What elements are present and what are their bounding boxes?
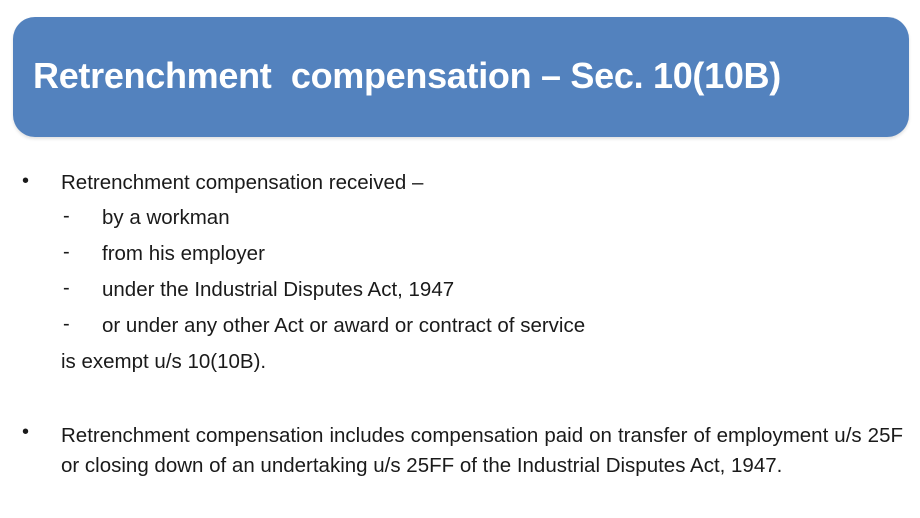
list-item: from his employer: [102, 242, 265, 265]
dash-marker: -: [63, 313, 70, 335]
dash-marker: -: [63, 241, 70, 263]
list-item: under the Industrial Disputes Act, 1947: [102, 278, 455, 301]
section1-heading: Retrenchment compensation received –: [61, 171, 424, 194]
dash-marker: -: [63, 205, 70, 227]
section2-paragraph: Retrenchment compensation includes compensation paid on transfer of employment u/s 25F or closing down of an undertaking u/s 25FF of the Industrial Disputes Act, 1947.: [61, 424, 903, 477]
bullet-point-2: •: [22, 421, 30, 443]
slide-title: Retrenchment compensation – Sec. 10(10B): [33, 55, 781, 96]
list-item: by a workman: [102, 206, 230, 229]
section1-conclusion: is exempt u/s 10(10B).: [61, 350, 267, 373]
list-item: or under any other Act or award or contract of service: [102, 314, 586, 337]
bullet-point-1: •: [22, 170, 30, 192]
dash-marker: -: [63, 277, 70, 299]
